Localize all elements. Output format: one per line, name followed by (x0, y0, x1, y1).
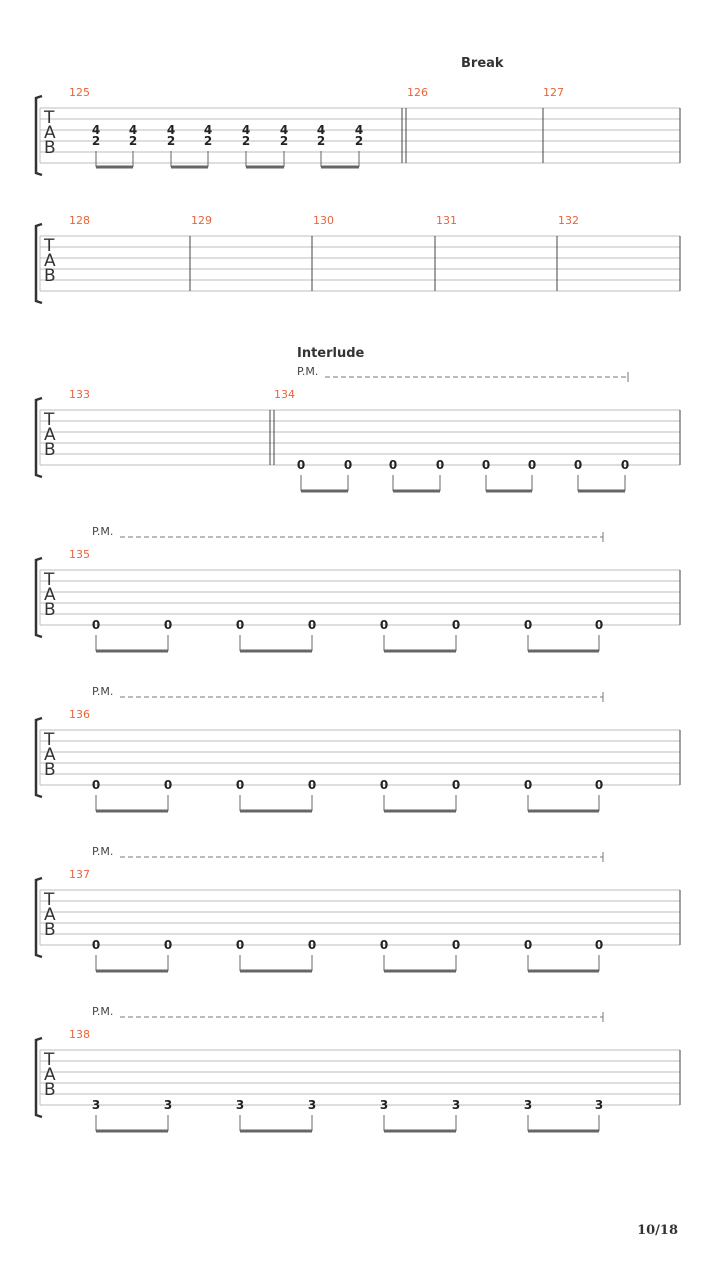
measure-number: 134 (274, 388, 295, 401)
fret-number: 0 (307, 618, 317, 632)
tab-clef-letter: T (44, 730, 55, 750)
tab-clef-letter: B (44, 266, 56, 286)
fret-number: 4 (203, 123, 213, 137)
fret-number: 0 (451, 618, 461, 632)
fret-number: 0 (594, 938, 604, 952)
fret-number: 0 (163, 618, 173, 632)
palm-mute-label: P.M. (92, 685, 114, 698)
section-label: Interlude (297, 346, 365, 361)
measure-number: 135 (69, 548, 90, 561)
palm-mute-label: P.M. (92, 525, 114, 538)
fret-number: 0 (435, 458, 445, 472)
fret-number: 4 (316, 123, 326, 137)
measure-number: 133 (69, 388, 90, 401)
fret-number: 0 (388, 458, 398, 472)
fret-number: 0 (620, 458, 630, 472)
measure-number: 129 (191, 214, 212, 227)
fret-number: 2 (166, 134, 176, 148)
fret-number: 2 (241, 134, 251, 148)
fret-number: 2 (203, 134, 213, 148)
tab-clef-letter: B (44, 138, 56, 158)
palm-mute-label: P.M. (92, 1005, 114, 1018)
fret-number: 0 (451, 938, 461, 952)
fret-number: 0 (379, 938, 389, 952)
measure-number: 125 (69, 86, 90, 99)
fret-number: 3 (594, 1098, 604, 1112)
fret-number: 0 (594, 778, 604, 792)
tab-clef-letter: A (44, 1065, 56, 1085)
fret-number: 3 (379, 1098, 389, 1112)
palm-mute-label: P.M. (92, 845, 114, 858)
tab-clef-letter: B (44, 440, 56, 460)
fret-number: 4 (241, 123, 251, 137)
fret-number: 3 (523, 1098, 533, 1112)
tab-clef-letter: A (44, 585, 56, 605)
fret-number: 4 (128, 123, 138, 137)
fret-number: 0 (451, 778, 461, 792)
fret-number: 0 (163, 778, 173, 792)
measure-number: 131 (436, 214, 457, 227)
fret-number: 0 (307, 938, 317, 952)
fret-number: 4 (279, 123, 289, 137)
tab-clef-letter: T (44, 236, 55, 256)
fret-number: 0 (91, 938, 101, 952)
tab-clef-letter: B (44, 1080, 56, 1100)
measure-number: 132 (558, 214, 579, 227)
fret-number: 0 (235, 938, 245, 952)
tab-clef-letter: T (44, 570, 55, 590)
tab-clef-letter: A (44, 745, 56, 765)
measure-number: 136 (69, 708, 90, 721)
fret-number: 4 (91, 123, 101, 137)
fret-number: 0 (527, 458, 537, 472)
section-label: Break (461, 56, 504, 71)
fret-number: 3 (307, 1098, 317, 1112)
measure-number: 137 (69, 868, 90, 881)
fret-number: 0 (573, 458, 583, 472)
fret-number: 0 (235, 778, 245, 792)
measure-number: 128 (69, 214, 90, 227)
tab-clef-letter: T (44, 890, 55, 910)
fret-number: 2 (354, 134, 364, 148)
tab-clef-letter: A (44, 425, 56, 445)
palm-mute-label: P.M. (297, 365, 319, 378)
measure-number: 126 (407, 86, 428, 99)
fret-number: 0 (307, 778, 317, 792)
fret-number: 3 (163, 1098, 173, 1112)
fret-number: 0 (379, 778, 389, 792)
fret-number: 4 (354, 123, 364, 137)
tab-clef-letter: A (44, 251, 56, 271)
fret-number: 2 (128, 134, 138, 148)
fret-number: 2 (279, 134, 289, 148)
fret-number: 3 (91, 1098, 101, 1112)
fret-number: 0 (379, 618, 389, 632)
fret-number: 0 (235, 618, 245, 632)
tab-clef-letter: A (44, 123, 56, 143)
fret-number: 4 (166, 123, 176, 137)
fret-number: 0 (481, 458, 491, 472)
fret-number: 0 (594, 618, 604, 632)
tab-clef-letter: T (44, 1050, 55, 1070)
fret-number: 0 (523, 938, 533, 952)
fret-number: 0 (163, 938, 173, 952)
measure-number: 138 (69, 1028, 90, 1041)
tab-clef-letter: B (44, 920, 56, 940)
tab-clef-letter: T (44, 410, 55, 430)
tab-clef-letter: B (44, 760, 56, 780)
fret-number: 0 (523, 618, 533, 632)
fret-number: 0 (91, 618, 101, 632)
fret-number: 3 (451, 1098, 461, 1112)
fret-number: 2 (316, 134, 326, 148)
tab-clef-letter: T (44, 108, 55, 128)
fret-number: 0 (91, 778, 101, 792)
tab-clef-letter: B (44, 600, 56, 620)
fret-number: 0 (343, 458, 353, 472)
tab-clef-letter: A (44, 905, 56, 925)
fret-number: 0 (296, 458, 306, 472)
fret-number: 3 (235, 1098, 245, 1112)
measure-number: 127 (543, 86, 564, 99)
fret-number: 2 (91, 134, 101, 148)
fret-number: 0 (523, 778, 533, 792)
page-number: 10/18 (637, 1223, 678, 1238)
measure-number: 130 (313, 214, 334, 227)
